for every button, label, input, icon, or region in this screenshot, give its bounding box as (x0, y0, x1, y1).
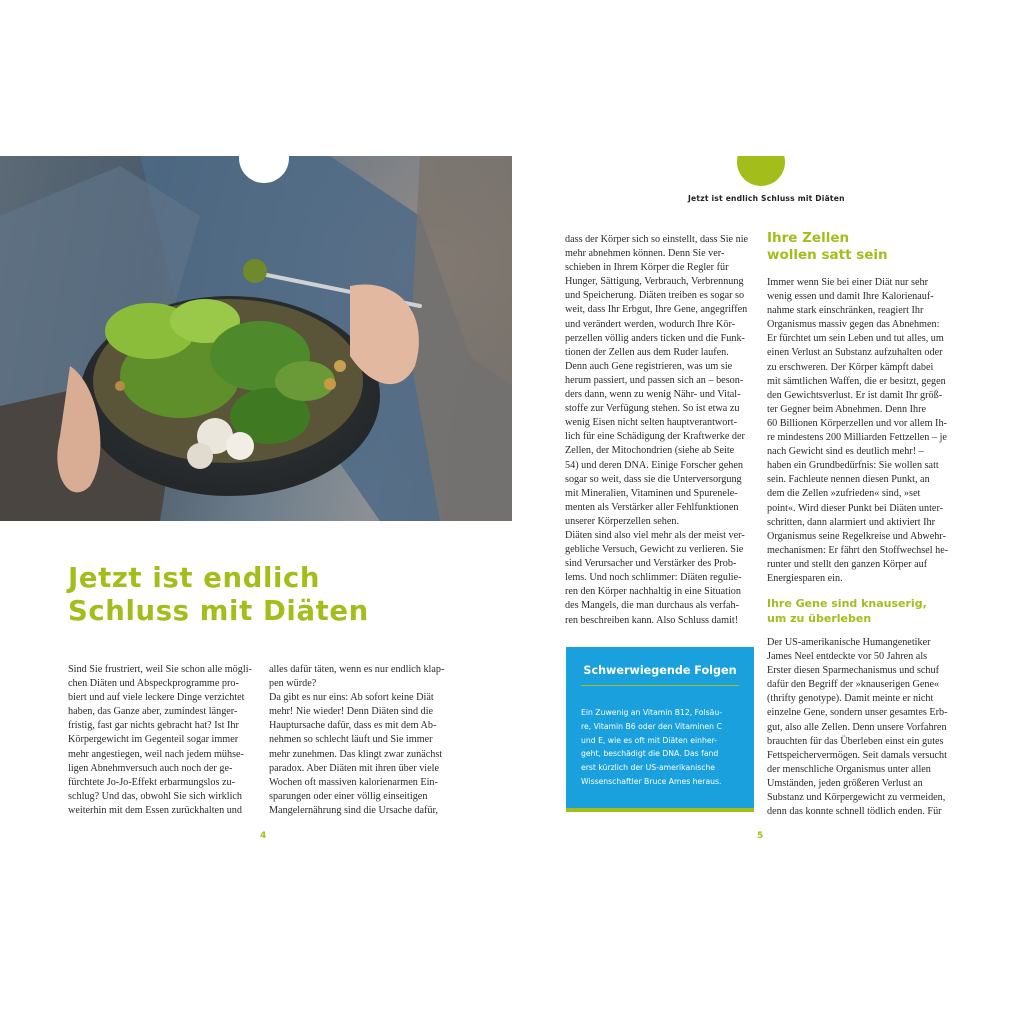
text-line: alles dafür täten, wenn es nur endlich klap- (269, 664, 445, 675)
running-head: Jetzt ist endlich Schluss mit Diäten (688, 194, 845, 203)
text-line: tionen der Zellen aus dem Ruder laufen. (565, 346, 729, 358)
left-text-column-1 (68, 663, 256, 818)
text-line: geht, beschädigt die DNA. Das fand (581, 749, 719, 759)
text-line: fristig, fast gar nichts gebracht hat? Ist Ihr (68, 720, 239, 732)
text-line: re mindestens 200 Milliarden Fettzellen – je (767, 432, 947, 444)
text-line: Fettspeichervermögen. Seit damals versucht (767, 749, 947, 761)
chapter-title (68, 562, 488, 628)
text-line: mit sämtlichen Waffen, die er besitzt, gegen (767, 375, 946, 387)
text-line: und verändert werden, wodurch Ihre Kör- (565, 318, 736, 330)
text-line: Körpergewicht im Gegenteil sogar immer (68, 734, 239, 746)
text-line: sind Verursacher und Verstärker des Prob- (565, 558, 737, 570)
text-line: Wissenschaftler Bruce Ames heraus. (581, 776, 722, 786)
text-line: Diäten sind also viel mehr als der meist ver- (565, 529, 745, 541)
text-line: schlug? Und das, obwohl Sie sich wirklich (68, 790, 243, 802)
text-line: Hunger, Sättigung, Verbrauch, Verbrennung (565, 276, 744, 288)
text-line: der menschliche Organismus unter allen (767, 763, 931, 775)
text-line: paradox. Aber Diäten mit ihren über viele (269, 762, 440, 774)
text-line: Energiesparen ein. (767, 572, 843, 584)
text-line: einzelne Gene, sondern unser gesamtes Erb- (767, 707, 948, 719)
text-line: nach Gewicht sind es deutlich mehr! – (767, 446, 924, 458)
text-line: Erster diesen Sparmechanismus und schuf (767, 665, 940, 677)
text-line: schritten, dann alarmiert und aktiviert Ihr (767, 516, 936, 528)
subhead-gene-line-2: um zu überleben (767, 612, 872, 625)
text-line: 60 Billionen Körperzellen und vor allem Ih- (767, 417, 947, 429)
text-line: herum passiert, und passen sich an – beson- (565, 374, 744, 386)
text-line: Sind Sie frustriert, weil Sie schon alle mögli- (68, 664, 252, 675)
text-line: gebliche Versuch, Gewicht zu verlieren. Sie (565, 544, 744, 556)
subhead-zellen-line-1: Ihre Zellen (767, 230, 850, 246)
text-line: erst kürzlich der US-amerikanische (581, 763, 716, 773)
text-line: Mangelernährung sind die Ursache dafür, (269, 804, 439, 816)
text-line: sein. Fachleute nennen diesen Punkt, an (767, 474, 930, 486)
text-line: 54) und deren DNA. Einige Forscher gehen (565, 459, 743, 471)
text-line: und Speicherung. Diäten treiben es sogar so (565, 290, 745, 302)
info-box-bottom-rule (566, 808, 754, 812)
text-line: Wochen oft massiven kalorienarmen Ein- (269, 776, 438, 788)
right-text-column-3 (767, 636, 959, 819)
text-line: mehr! Nie wieder! Denn Diäten sind die (269, 706, 434, 718)
text-line: chen Diäten und Abspeckprogramme pro- (68, 678, 239, 690)
text-line: unserer Körperzellen sehen. (565, 515, 679, 527)
text-line: wenig Eisen nicht selten hauptverantwort- (565, 417, 738, 429)
text-line: Da gibt es nur eins: Ab sofort keine Diät (269, 692, 434, 704)
info-box-divider (581, 685, 739, 686)
subhead-gene (767, 596, 927, 626)
text-line: Hauptursache dafür, dass es mit dem Ab- (269, 720, 437, 732)
text-line: ren den Körper nachhaltig in eine Situation (565, 586, 741, 598)
text-line: Der US-amerikanische Humangenetiker (767, 637, 931, 648)
text-line: mehr angestiegen, weil nach jedem mühse- (68, 748, 244, 760)
text-line: Er fürchtet um sein Leben und tut alles, um (767, 333, 944, 345)
text-line: mehr zunehmen. Das klingt zwar zunächst (269, 748, 443, 760)
text-line: denn das konnte schnell tödlich enden. Für (767, 806, 942, 818)
text-line: Zellen, der Mitochondrien (siehe ab Seite (565, 445, 735, 457)
text-line: biert und auf viele leckere Dinge verzichtet (68, 692, 245, 704)
right-text-column-1 (565, 233, 756, 628)
text-line: dem die Zellen »zufrieden« sind, »set (767, 488, 921, 500)
text-line: James Neel entdeckte vor 50 Jahren als (767, 651, 928, 663)
text-line: stoffe zur Verfügung stehen. So ist etwa zu (565, 403, 740, 415)
text-line: pen würde? (269, 678, 317, 690)
text-line: weit, dass Ihr Erbgut, Ihre Gene, angegriffen (565, 304, 748, 316)
left-text-column-2 (269, 663, 459, 818)
chapter-title-line-1: Jetzt ist endlich (68, 562, 321, 594)
text-line: brauchten für das Überleben einst ein gutes (767, 735, 944, 747)
text-line: (thrifty genotype). Damit meinte er nicht (767, 693, 934, 705)
info-box (566, 647, 754, 808)
subhead-gene-line-1: Ihre Gene sind knauserig, (767, 597, 927, 610)
text-line: haben, das Ganze aber, zumindest länger- (68, 706, 238, 718)
text-line: schieben in Ihrem Körper die Regler für (565, 262, 729, 274)
text-line: lems. Und noch schlimmer: Diäten regulie- (565, 572, 742, 584)
text-line: Organismus seine Regelkreise und Abwehr- (767, 530, 946, 542)
text-line: einen Verlust an Substanz aufzuhalten oder (767, 347, 943, 359)
text-line: fürchtete Jo-Jo-Effekt erbarmungslos zu- (68, 776, 235, 788)
text-line: mehr abnehmen können. Denn Sie ver- (565, 248, 725, 260)
text-line: point«. Wird dieser Punkt bei Diäten unter- (767, 502, 944, 514)
page-number-right: 5 (757, 831, 764, 841)
text-line: Umständen, jeden größeren Verlust an (767, 777, 923, 789)
text-line: wenig essen und damit Ihre Kalorienauf- (767, 291, 934, 303)
subhead-zellen-line-2: wollen satt sein (767, 247, 888, 263)
text-line: runter und stellt den ganzen Körper auf (767, 558, 928, 570)
text-line: den Gewichtsverlust. Er ist damit Ihr größ- (767, 389, 943, 401)
chapter-marker-semicircle (737, 156, 785, 186)
info-box-title: Schwerwiegende Folgen (583, 664, 737, 677)
text-line: ren beschreiben kann. Also Schluss damit! (565, 614, 739, 626)
text-line: weiterhin mit dem Essen zurückhalten und (68, 804, 242, 816)
text-line: Denn auch Gene registrieren, was um sie (565, 360, 733, 372)
text-line: re, Vitamin B6 oder den Vitaminen C (581, 721, 722, 731)
text-line: haben ein Grundbedürfnis: Sie wollen satt (767, 460, 939, 472)
text-line: und E, wie es oft mit Diäten einher- (581, 735, 718, 745)
text-line: mechanismen: Er fährt den Stoffwechsel he- (767, 544, 949, 556)
text-line: Immer wenn Sie bei einer Diät nur sehr (767, 277, 928, 288)
text-line: ter Gegner beim Abnehmen. Denn Ihre (767, 403, 926, 415)
text-line: zu erschweren. Der Körper kämpft dabei (767, 361, 934, 373)
text-line: mit Mineralien, Vitaminen und Spurenele- (565, 487, 738, 499)
chapter-title-line-2: Schluss mit Diäten (68, 595, 369, 627)
text-line: Substanz und Körpergewicht zu vermeiden, (767, 792, 946, 804)
photo-notch (239, 133, 289, 183)
subhead-zellen (767, 230, 888, 264)
text-line: dass der Körper sich so einstellt, dass Sie nie (565, 234, 749, 245)
text-line: ders dann, wenn zu wenig Nähr- und Vital- (565, 389, 741, 401)
salad-bowl-photo (0, 156, 512, 521)
text-line: dafür den Begriff der »knauserigen Gene« (767, 679, 940, 691)
text-line: menten als Verstärker aller Fehlfunktionen (565, 501, 739, 513)
text-line: des Mangels, die man durchaus als verfah- (565, 600, 739, 612)
text-line: sparungen oder einer völlig einseitigen (269, 790, 428, 802)
text-line: Ein Zuwenig an Vitamin B12, Folsäu- (581, 708, 723, 717)
text-line: nehmen so schlecht läuft und Sie immer (269, 734, 433, 746)
text-line: ligen Abnehmversuch auch noch der ge- (68, 762, 233, 774)
page-number-left: 4 (260, 831, 267, 841)
text-line: sogar so weit, dass sie die Unterversorgung (565, 473, 742, 485)
text-line: perzellen völlig anders ticken und die Funk- (565, 332, 745, 344)
text-line: gut, also alle Zellen. Denn unsere Vorfahren (767, 721, 947, 733)
right-text-column-2 (767, 276, 959, 586)
info-box-text (581, 706, 743, 789)
text-line: lich für eine Schädigung der Kraftwerke der (565, 431, 745, 443)
text-line: nahme stark einschränken, reagiert Ihr (767, 305, 924, 317)
text-line: Organismus massiv gegen das Abnehmen: (767, 319, 940, 331)
